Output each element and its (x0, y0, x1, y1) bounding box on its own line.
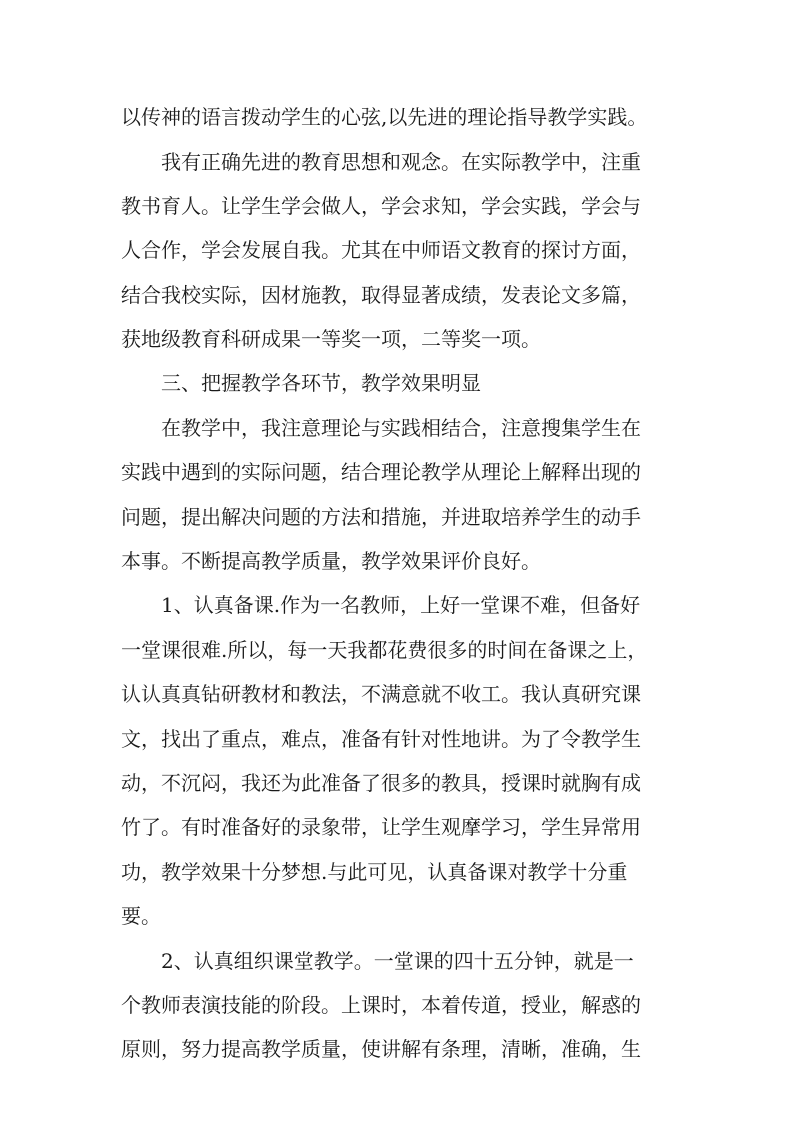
text-line: 要。 (121, 904, 161, 928)
text-line: 2、认真组织课堂教学。一堂课的四十五分钟，就是一 (161, 949, 634, 973)
text-line: 结合我校实际，因材施教，取得显著成绩，发表论文多篇， (121, 283, 641, 307)
text-line: 动，不沉闷，我还为此准备了很多的教具，授课时就胸有成 (121, 771, 641, 795)
text-line: 问题，提出解决问题的方法和措施，并进取培养学生的动手 (121, 505, 641, 529)
text-line: 人合作，学会发展自我。尤其在中师语文教育的探讨方面， (121, 238, 641, 262)
text-line: 获地级教育科研成果一等奖一项，二等奖一项。 (121, 327, 541, 351)
text-line: 认认真真钻研教材和教法，不满意就不收工。我认真研究课 (121, 682, 641, 706)
text-line: 在教学中，我注意理论与实践相结合，注意搜集学生在 (161, 416, 641, 440)
text-line: 我有正确先进的教育思想和观念。在实际教学中，注重 (161, 150, 641, 174)
text-line: 本事。不断提高教学质量，教学效果评价良好。 (121, 549, 541, 573)
section-heading: 三、把握教学各环节，教学效果明显 (161, 371, 481, 395)
text-line: 原则，努力提高教学质量，使讲解有条理，清晰，准确，生 (121, 1037, 641, 1061)
text-line: 文，找出了重点，难点，准备有针对性地讲。为了令教学生 (121, 727, 641, 751)
text-line: 教书育人。让学生学会做人，学会求知，学会实践，学会与 (121, 194, 641, 218)
text-line: 一堂课很难.所以，每一天我都花费很多的时间在备课之上， (121, 638, 648, 662)
text-line: 竹了。有时准备好的录象带，让学生观摩学习，学生异常用 (121, 815, 641, 839)
text-line: 实践中遇到的实际问题，结合理论教学从理论上解释出现的 (121, 460, 641, 484)
text-line: 功，教学效果十分梦想.与此可见，认真备课对教学十分重 (121, 860, 628, 884)
text-line: 1、认真备课.作为一名教师，上好一堂课不难，但备好 (161, 593, 641, 617)
text-line: 以传神的语言拨动学生的心弦,以先进的理论指导教学实践。 (121, 105, 648, 129)
text-line: 个教师表演技能的阶段。上课时，本着传道，授业，解惑的 (121, 993, 641, 1017)
